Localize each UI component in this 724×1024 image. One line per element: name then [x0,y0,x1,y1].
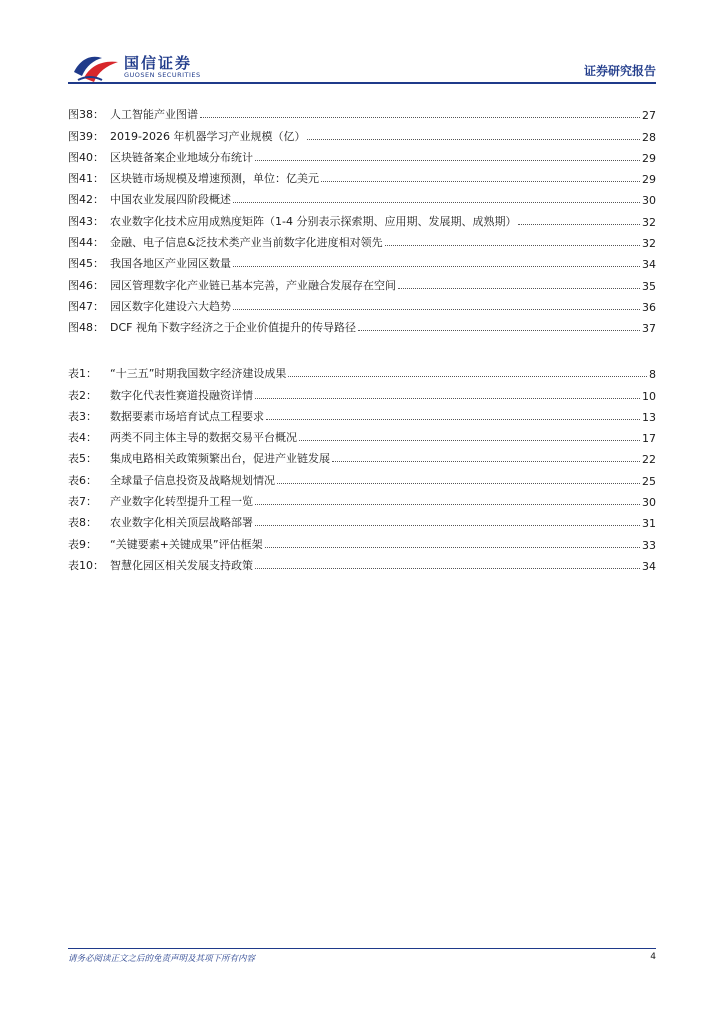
toc-row[interactable] [68,271,656,292]
toc-page-number: 22 [642,453,656,467]
toc-number: 图38： [68,108,104,122]
toc-number: 表5： [68,452,97,466]
toc-title: 2019-2026 年机器学习产业规模（亿） [110,129,306,143]
dot-leader [307,139,640,140]
toc-number: 表1： [68,367,97,381]
toc-row[interactable] [68,101,656,122]
toc-number: 图42： [68,193,104,207]
toc-title: 园区管理数字化产业链已基本完善，产业融合发展存在空间 [110,278,396,292]
toc-title: 金融、电子信息&泛技术类产业当前数字化进度相对领先 [110,236,383,250]
toc-number: 表8： [68,516,97,530]
toc-row[interactable] [68,293,656,314]
dot-leader [288,376,647,377]
toc-row[interactable] [68,229,656,250]
toc-page-number: 25 [642,474,656,488]
toc-title: 数据要素市场培育试点工程要求 [110,409,264,423]
toc-title: 农业数字化相关顶层战略部署 [110,516,253,530]
toc-title: 人工智能产业图谱 [110,108,198,122]
table-index [68,360,656,573]
toc-page-number: 30 [642,194,656,208]
dot-leader [518,224,640,225]
toc-row[interactable] [68,250,656,271]
logo-english-name: GUOSEN SECURITIES [124,71,201,79]
guosen-logo [72,50,212,84]
toc-number: 图43： [68,214,104,228]
toc-number: 图41： [68,172,104,186]
header-divider [68,82,656,84]
toc-page-number: 29 [642,151,656,165]
toc-number: 图39： [68,129,104,143]
dot-leader [265,547,640,548]
footer-divider [68,948,656,949]
toc-row[interactable] [68,314,656,335]
dot-leader [255,160,640,161]
toc-title: 区块链市场规模及增速预测，单位：亿美元 [110,172,319,186]
toc-number: 图40： [68,150,104,164]
toc-page-number: 10 [642,389,656,403]
toc-row[interactable] [68,165,656,186]
toc-row[interactable] [68,488,656,509]
toc-row[interactable] [68,445,656,466]
toc-number: 表7： [68,495,97,509]
dot-leader [255,504,640,505]
toc-row[interactable] [68,381,656,402]
toc-page-number: 32 [642,237,656,251]
toc-number: 表6： [68,473,97,487]
toc-row[interactable] [68,144,656,165]
dot-leader [200,117,640,118]
toc-page-number: 8 [649,368,656,382]
toc-row[interactable] [68,186,656,207]
toc-title: 产业数字化转型提升工程一览 [110,495,253,509]
toc-number: 图45： [68,257,104,271]
toc-row[interactable] [68,466,656,487]
toc-page-number: 37 [642,322,656,336]
toc-row[interactable] [68,424,656,445]
toc-page-number: 13 [642,410,656,424]
toc-page-number: 28 [642,130,656,144]
toc-title: 数字化代表性赛道投融资详情 [110,388,253,402]
toc-title: 区块链备案企业地域分布统计 [110,150,253,164]
toc-row[interactable] [68,552,656,573]
toc-number: 表9： [68,537,97,551]
toc-title: 两类不同主体主导的数据交易平台概况 [110,431,297,445]
toc-title: 智慧化园区相关发展支持政策 [110,558,253,572]
toc-row[interactable] [68,530,656,551]
logo-chinese-name: 国信证券 [124,54,193,72]
dot-leader [266,419,640,420]
disclaimer-note: 请务必阅读正文之后的免责声明及其项下所有内容 [68,954,256,964]
toc-number: 表2： [68,388,97,402]
dot-leader [233,309,640,310]
dot-leader [398,288,640,289]
toc-page-number: 30 [642,496,656,510]
toc-title: “十三五”时期我国数字经济建设成果 [110,367,287,381]
dot-leader [321,181,640,182]
toc-page-number: 17 [642,432,656,446]
toc-page-number: 31 [642,517,656,531]
toc-title: “关键要素+关键成果”评估框架 [110,537,263,551]
toc-number: 图47： [68,299,104,313]
toc-page-number: 34 [642,559,656,573]
toc-number: 图48： [68,321,104,335]
toc-page-number: 27 [642,109,656,123]
toc-title: 中国农业发展四阶段概述 [110,193,231,207]
toc-row[interactable] [68,360,656,381]
dot-leader [358,330,640,331]
dot-leader [255,525,640,526]
toc-page-number: 36 [642,300,656,314]
toc-page-number: 34 [642,258,656,272]
toc-title: 农业数字化技术应用成熟度矩阵（1-4 分别表示探索期、应用期、发展期、成熟期） [110,214,517,228]
toc-row[interactable] [68,403,656,424]
guosen-logo-icon [72,50,120,84]
toc-number: 表10： [68,558,104,572]
dot-leader [233,202,640,203]
dot-leader [385,245,640,246]
toc-row[interactable] [68,207,656,228]
figure-index [68,101,656,335]
dot-leader [255,398,640,399]
dot-leader [255,568,640,569]
toc-number: 图44： [68,236,104,250]
toc-row[interactable] [68,509,656,530]
toc-page-number: 35 [642,279,656,293]
dot-leader [233,266,640,267]
toc-row[interactable] [68,122,656,143]
dot-leader [299,440,640,441]
report-type-label: 证券研究报告 [583,64,656,78]
toc-title: 集成电路相关政策频繁出台，促进产业链发展 [110,452,330,466]
toc-title: DCF 视角下数字经济之于企业价值提升的传导路径 [110,321,356,335]
toc-title: 全球量子信息投资及战略规划情况 [110,473,275,487]
toc-number: 表4： [68,431,97,445]
dot-leader [332,461,640,462]
page-number: 4 [650,952,656,962]
page-header [0,0,724,84]
toc-number: 图46： [68,278,104,292]
toc-page-number: 29 [642,173,656,187]
toc-number: 表3： [68,409,97,423]
toc-page-number: 32 [642,215,656,229]
toc-title: 园区数字化建设六大趋势 [110,299,231,313]
toc-page-number: 33 [642,538,656,552]
toc-title: 我国各地区产业园区数量 [110,257,231,271]
dot-leader [277,483,640,484]
